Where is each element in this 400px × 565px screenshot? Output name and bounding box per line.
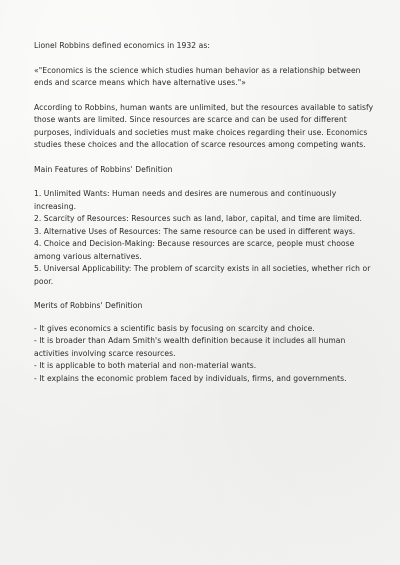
merit-item: - It gives economics a scientific basis by focusing on scarcity and choice.	[34, 323, 315, 333]
merit-item: - It is broader than Adam Smith's wealth definition because it includes all human activities involving scarce resources.	[34, 336, 346, 358]
merits-list	[34, 323, 374, 386]
feature-item: 3. Alternative Uses of Resources: The same resource can be used in different ways.	[34, 226, 356, 236]
robbins-quote: «"Economics is the science which studies human behavior as a relationship between ends and scarce means which have alternative uses."»	[34, 65, 361, 87]
merits-heading: Merits of Robbins' Definition	[34, 301, 143, 310]
feature-item: 5. Universal Applicability: The problem of scarcity exists in all societies, whether rich or poor.	[34, 264, 371, 286]
features-list	[34, 188, 374, 288]
feature-item: 4. Choice and Decision-Making: Because resources are scarce, people must choose among various alternatives.	[34, 239, 355, 261]
merit-item: - It is applicable to both material and non-material wants.	[34, 361, 257, 370]
feature-item: 1. Unlimited Wants: Human needs and desires are numerous and continuously increasing.	[34, 189, 337, 211]
explanation-paragraph: According to Robbins, human wants are unlimited, but the resources available to satisfy those wants are limited. Since resources are scarce and can be used for different purposes, individuals and societies must make choices regarding their use. Economics studies these choices and the allocation of scarce resources among competing wants.	[34, 102, 374, 149]
feature-item: 2. Scarcity of Resources: Resources such as land, labor, capital, and time are limited.	[34, 214, 362, 223]
merit-item: - It explains the economic problem faced by individuals, firms, and governments.	[34, 373, 347, 383]
intro-text: Lionel Robbins defined economics in 1932 as:	[34, 41, 210, 50]
features-heading: Main Features of Robbins' Definition	[34, 164, 173, 174]
